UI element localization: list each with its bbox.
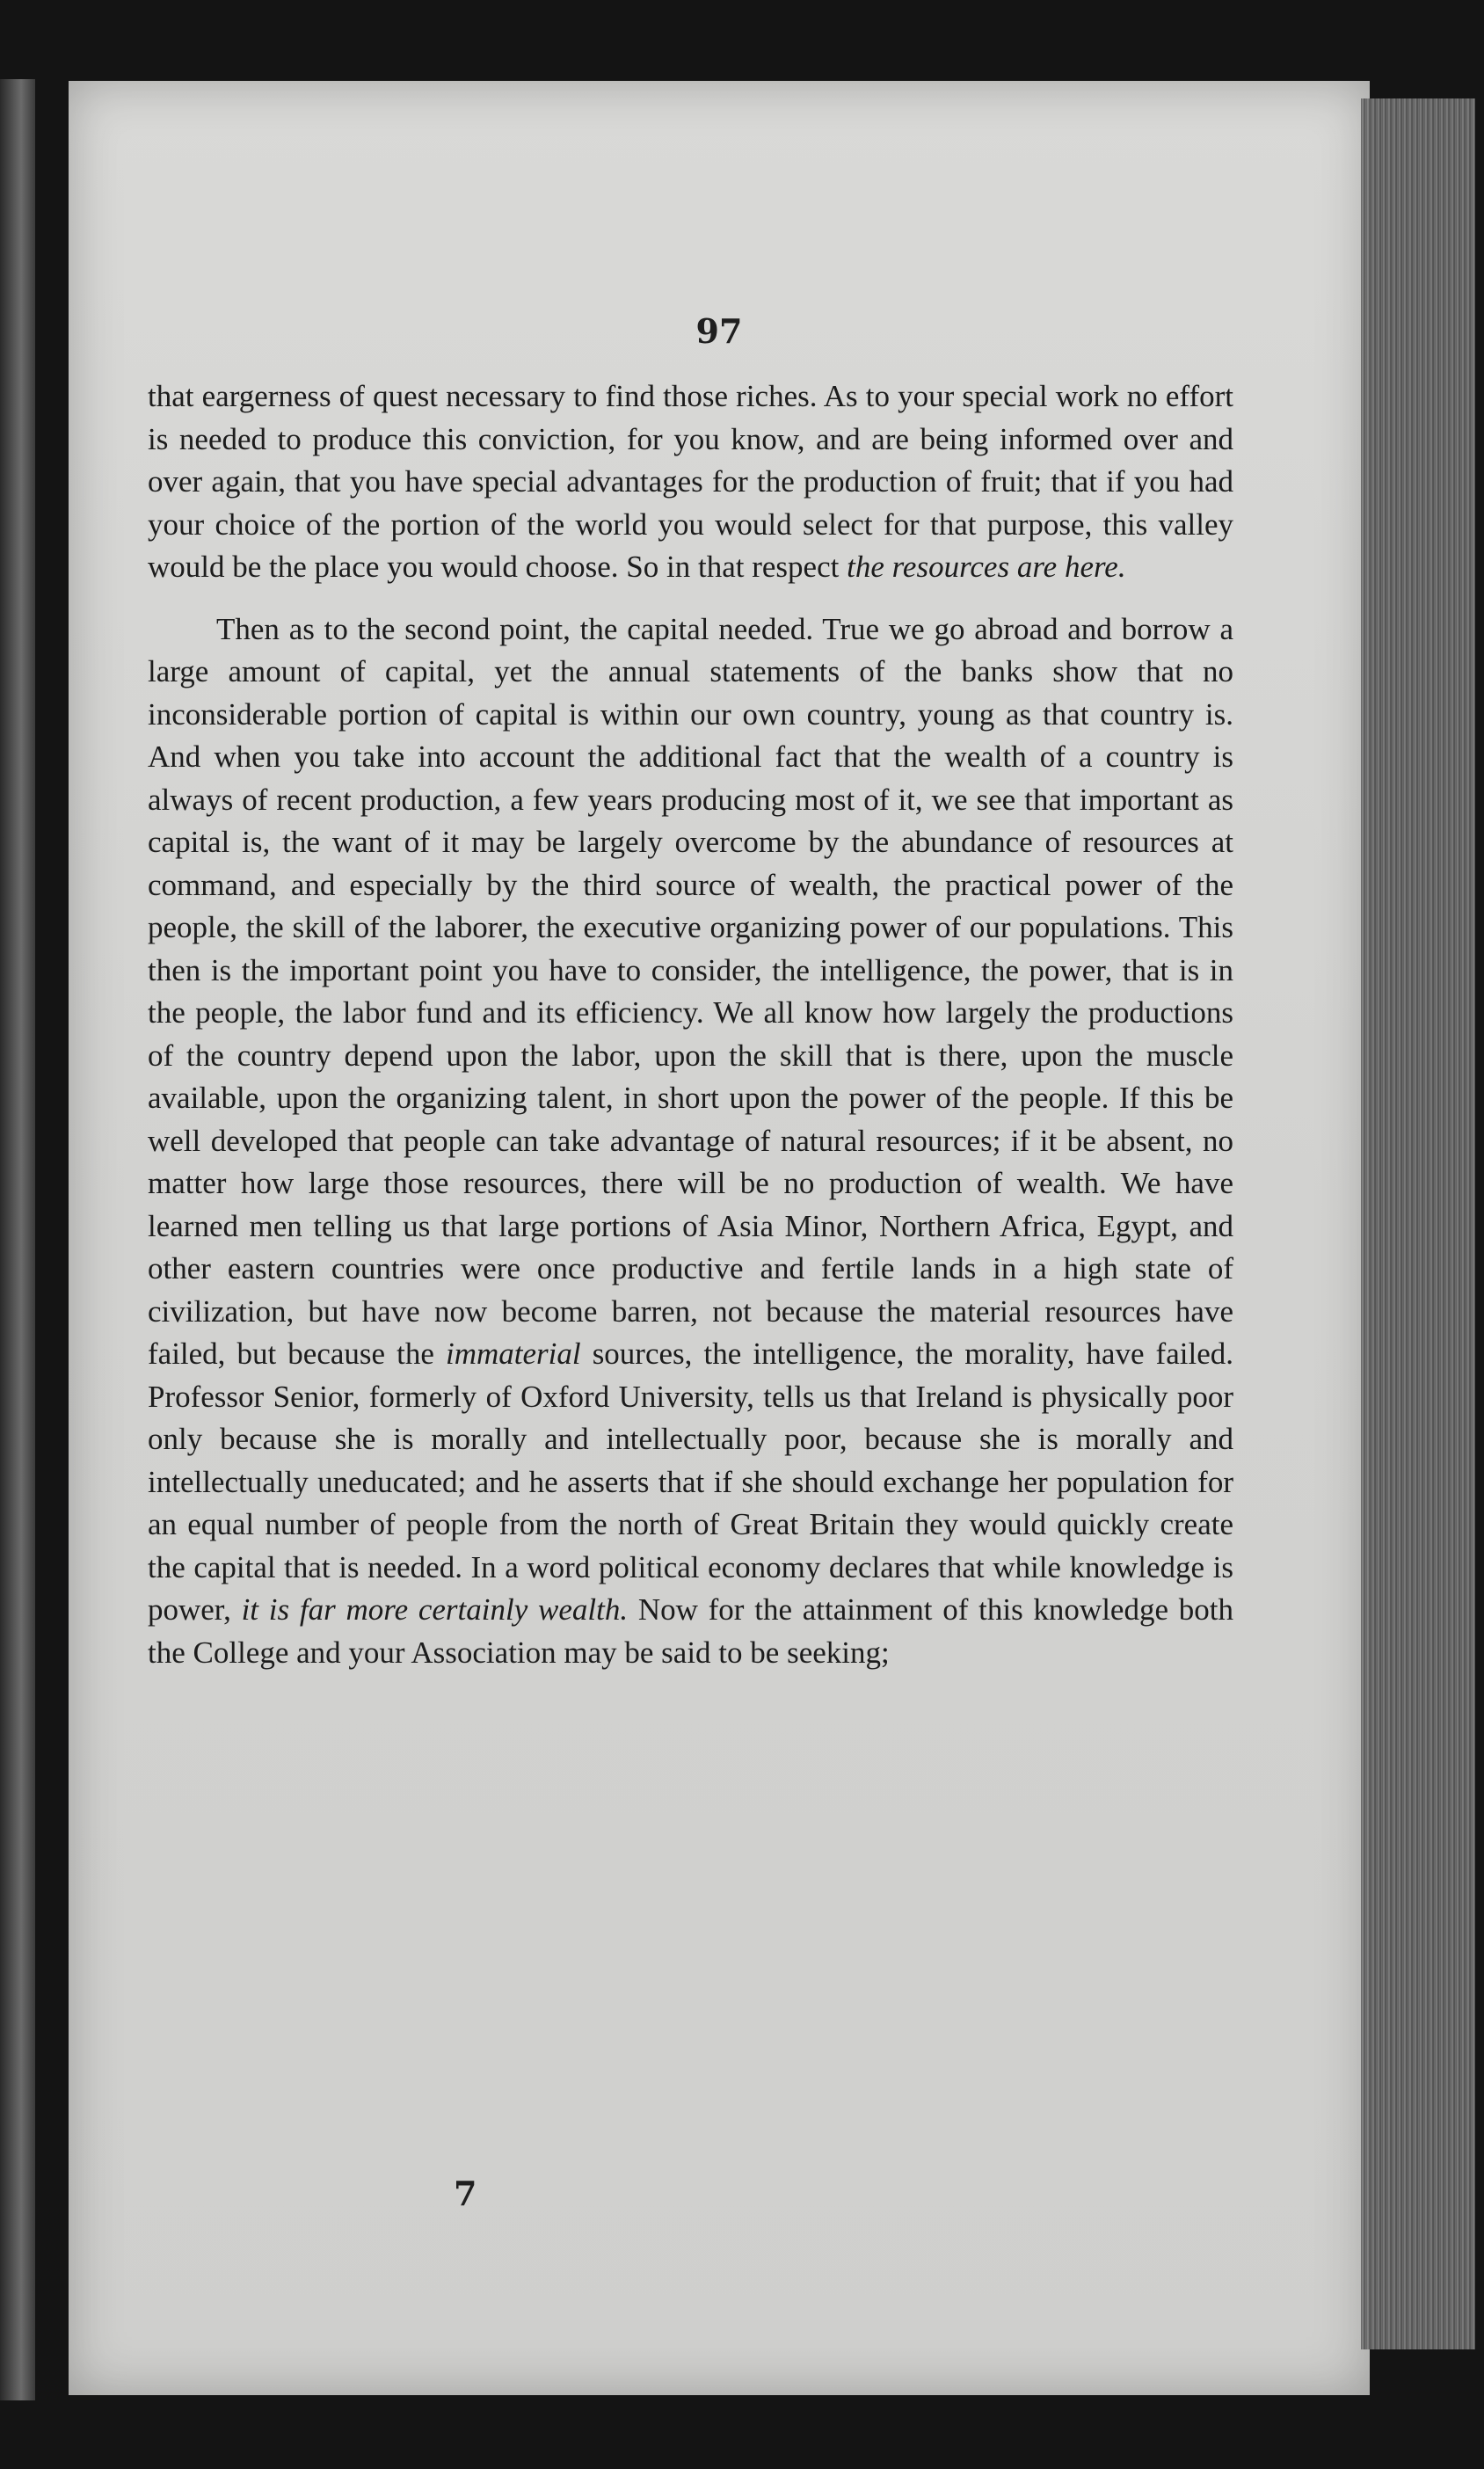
page-number: 97 [695,311,743,351]
book-page [69,81,1370,2395]
paragraph-1-italic: the resources are here. [847,550,1126,584]
paragraph-2-text-c: Now for the attainment of this knowledge both the College and your Association may be said to be seeking; [148,1592,1233,1670]
previous-page-edge [0,79,35,2400]
paragraph-2-text-b: sources, the intelligence, the morality, have failed. Professor Senior, formerly of Oxford University, tells us that Ireland is physically poor only because she is morally and intellectually poor, because she is morally and intellectually uneducated; and he asserts that if she should exchange her population for an equal number of people from the north of Great Britain they would quickly create the capital that is needed. In a word political economy declares that while knowledge is power, [148,1336,1233,1627]
paragraph-2 [148,608,1233,1675]
page-body [148,375,1233,1674]
paragraph-1-text: that eargerness of quest necessary to find those riches. As to your special work no effort is needed to produce this conviction, for you know, and are being informed over and over again, that you have special advantages for the production of fruit; that if you had your choice of the portion of the world you would select for that purpose, this valley would be the place you would choose. So in that respect [148,379,1233,584]
paragraph-2-text-a: Then as to the second point, the capital needed. True we go abroad and borrow a large amount of capital, yet the annual statements of the banks show that no inconsiderable portion of capital is within our own country, young as that country is. And when you take into account the additional fact that the wealth of a country is always of recent production, a few years producing most of it, we see that important as capital is, the want of it may be largely overcome by the abundance of resources at command, and especially by the third source of wealth, the practical power of the people, the skill of the laborer, the executive organizing power of our populations. This then is the important point you have to consider, the intelligence, the power, that is in the people, the labor fund and its efficiency. We all know how largely the productions of the country depend upon the labor, upon the skill that is there, upon the muscle available, upon the organizing talent, in short upon the power of the people. If this be well developed that people can take advantage of natural resources; if it be absent, no matter how large those resources, there will be no production of wealth. We have learned men telling us that large portions of Asia Minor, Northern Africa, Egypt, and other eastern countries were once productive and fertile lands in a high state of civilization, but have now become barren, not because the material resources have failed, but because the [148,611,1233,1371]
paragraph-2-italic-b: it is far more certainly wealth. [241,1592,629,1627]
book-fore-edge [1361,98,1475,2349]
paragraph-2-italic-a: immaterial [446,1336,581,1371]
paragraph-1 [148,375,1233,589]
signature-mark: 7 [454,2174,477,2213]
